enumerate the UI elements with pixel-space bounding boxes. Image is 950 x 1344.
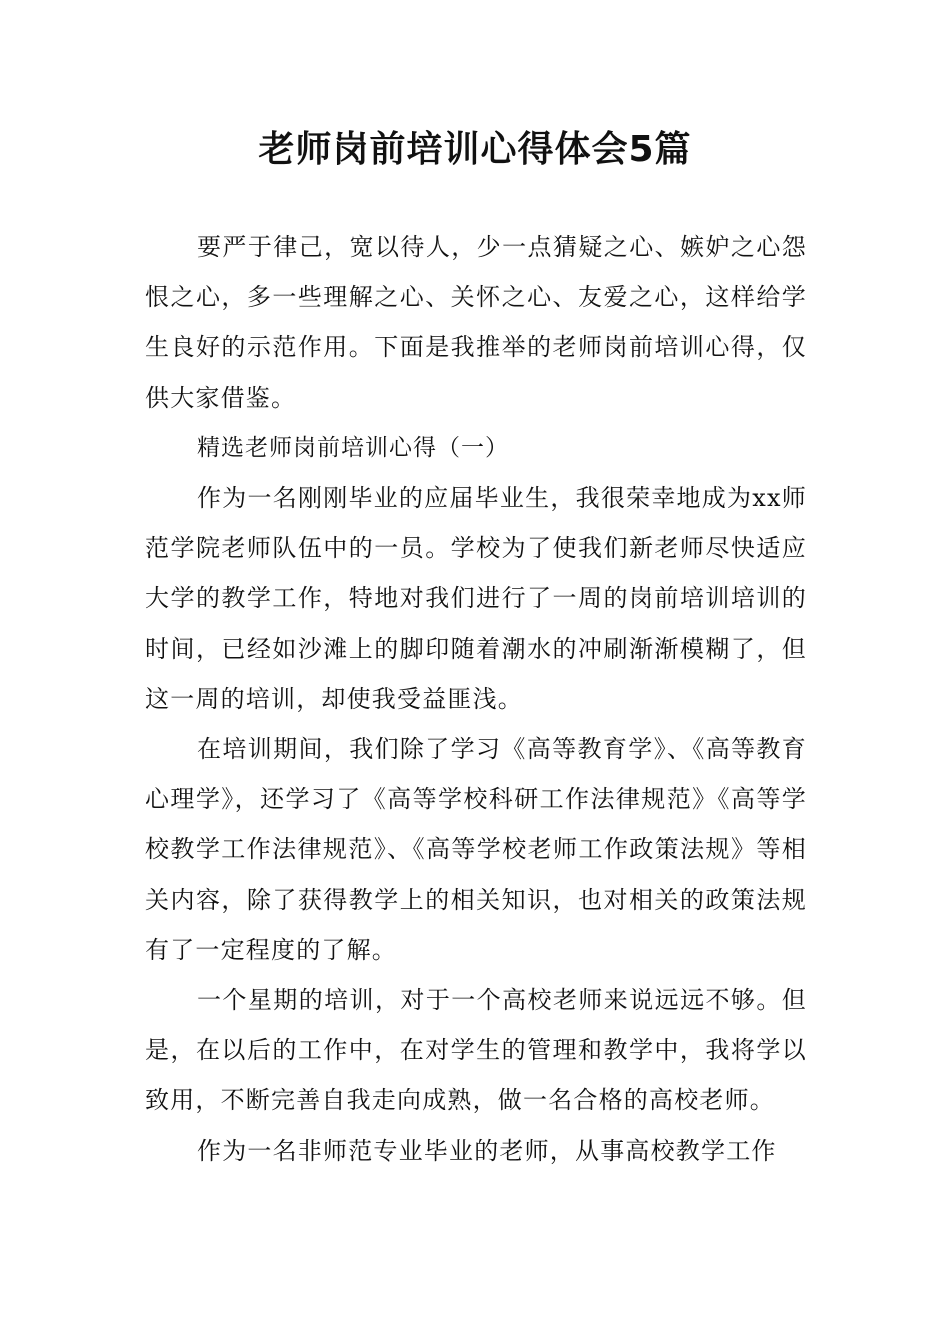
document-title: 老师岗前培训心得体会5篇 xyxy=(258,129,692,170)
body-paragraph-2: 在培训期间，我们除了学习《高等教育学》、《高等教育心理学》，还学习了《高等学校科研工作法律规范》《高等学校教学工作法律规范》、《高等学校老师工作政策法规》等相关内容，除了获得教学上的相关知识，也对相关的政策法规有了一定程度的了解。 xyxy=(145,735,807,964)
intro-paragraph: 要严于律己，宽以待人，少一点猜疑之心、嫉妒之心怨恨之心，多一些理解之心、关怀之心、友爱之心，这样给学生良好的示范作用。下面是我推举的老师岗前培训心得，仅供大家借鉴。 xyxy=(145,233,807,412)
body-paragraph-3: 一个星期的培训，对于一个高校老师来说远远不够。但是，在以后的工作中，在对学生的管理和教学中，我将学以致用，不断完善自我走向成熟，做一名合格的高校老师。 xyxy=(145,986,807,1115)
body-paragraph-4: 作为一名非师范专业毕业的老师，从事高校教学工作 xyxy=(197,1136,777,1165)
body-paragraph-1: 作为一名刚刚毕业的应届毕业生，我很荣幸地成为xx师范学院老师队伍中的一员。学校为了使我们新老师尽快适应大学的教学工作，特地对我们进行了一周的岗前培训培训的时间，已经如沙滩上的脚印随着潮水的冲刷渐渐模糊了，但这一周的培训，却使我受益匪浅。 xyxy=(145,484,807,713)
section-heading: 精选老师岗前培训心得（一） xyxy=(197,434,509,461)
document-body xyxy=(145,222,807,1176)
